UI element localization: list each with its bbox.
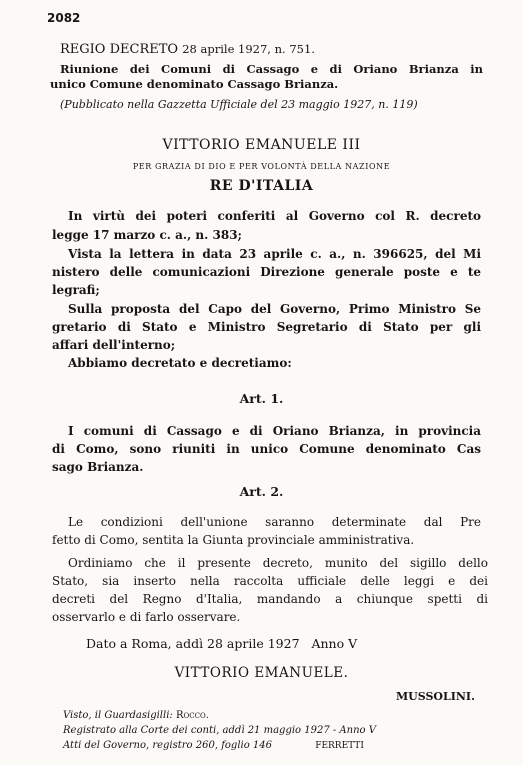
article-2-p1-line-1: Le condizioni dell'unione saranno determinate dal Pre: [68, 515, 481, 529]
page-number: 2082: [47, 11, 81, 25]
registration-note: Registrato alla Corte dei conti, addì 21 maggio 1927 - Anno V: [63, 725, 376, 736]
decree-heading: [60, 42, 315, 57]
visto-label: Visto, il Guardasigilli:: [63, 710, 173, 721]
preamble-p1-line-1: In virtù dei poteri conferiti al Governo col R. decreto: [68, 209, 481, 223]
article-2-p1-line-2: fetto di Como, sentita la Giunta provinciale amministrativa.: [52, 533, 415, 547]
article-1-line-3: sago Brianza.: [52, 460, 144, 474]
article-2-p2-line-1: Ordiniamo che il presente decreto, munito del sigillo dello: [68, 556, 488, 570]
article-2-title: Art. 2.: [239, 484, 284, 499]
decree-subject-line-1: Riunione dei Comuni di Cassago e di Oriano Brianza in: [60, 62, 483, 76]
countersignature: MUSSOLINI.: [396, 690, 475, 703]
article-2-p2-line-4: osservarlo e di farlo osservare.: [52, 610, 241, 624]
preamble-p3-line-2: gretario di Stato e Ministro Segretario di Stato per gli: [52, 320, 481, 334]
royal-signature: VITTORIO EMANUELE.: [174, 665, 349, 681]
publication-note: (Pubblicato nella Gazzetta Ufficiale del 23 maggio 1927, n. 119): [60, 98, 418, 111]
preamble-p4: Abbiamo decretato e decretiamo:: [68, 356, 292, 370]
article-2-p2-line-2: Stato, sia inserto nella raccolta ufficiale delle leggi e dei: [52, 574, 488, 588]
article-1-line-1: I comuni di Cassago e di Oriano Brianza, in provincia: [68, 424, 481, 438]
decree-heading-prefix: REGIO DECRETO: [60, 42, 179, 57]
clerk-name: FERRETTI: [315, 741, 364, 751]
acts-reference: Atti del Governo, registro 260, foglio 146: [63, 740, 273, 751]
decree-subject-line-2: unico Comune denominato Cassago Brianza.: [50, 77, 339, 91]
preamble-p1-line-2: legge 17 marzo c. a., n. 383;: [52, 228, 242, 242]
preamble-p3-line-1: Sulla proposta del Capo del Governo, Primo Ministro Se: [68, 302, 481, 316]
sovereign-name: VITTORIO EMANUELE III: [162, 137, 361, 153]
article-1-line-2: di Como, sono riuniti in unico Comune denominato Cas: [52, 442, 481, 456]
article-1-title: Art. 1.: [239, 391, 284, 406]
preamble-p2-line-2: nistero delle comunicazioni Direzione generale poste e te: [52, 265, 481, 279]
given-at: Dato a Roma, addì 28 aprile 1927 Anno V: [86, 636, 358, 651]
acts-note: [63, 740, 364, 751]
decree-heading-date: 28 aprile 1927, n. 751.: [182, 42, 315, 56]
preamble-p2-line-1: Vista la lettera in data 23 aprile c. a., n. 396625, del Mi: [68, 247, 481, 261]
sovereign-title: RE D'ITALIA: [209, 178, 314, 194]
visto-name: Rocco.: [175, 710, 209, 721]
visto-note: [63, 710, 209, 721]
preamble-p3-line-3: affari dell'interno;: [52, 338, 176, 352]
sovereign-grace: PER GRAZIA DI DIO E PER VOLONTÀ DELLA NAZIONE: [132, 162, 391, 171]
article-2-p2-line-3: decreti del Regno d'Italia, mandando a chiunque spetti di: [52, 592, 488, 606]
preamble-p2-line-3: legrafi;: [52, 283, 100, 297]
